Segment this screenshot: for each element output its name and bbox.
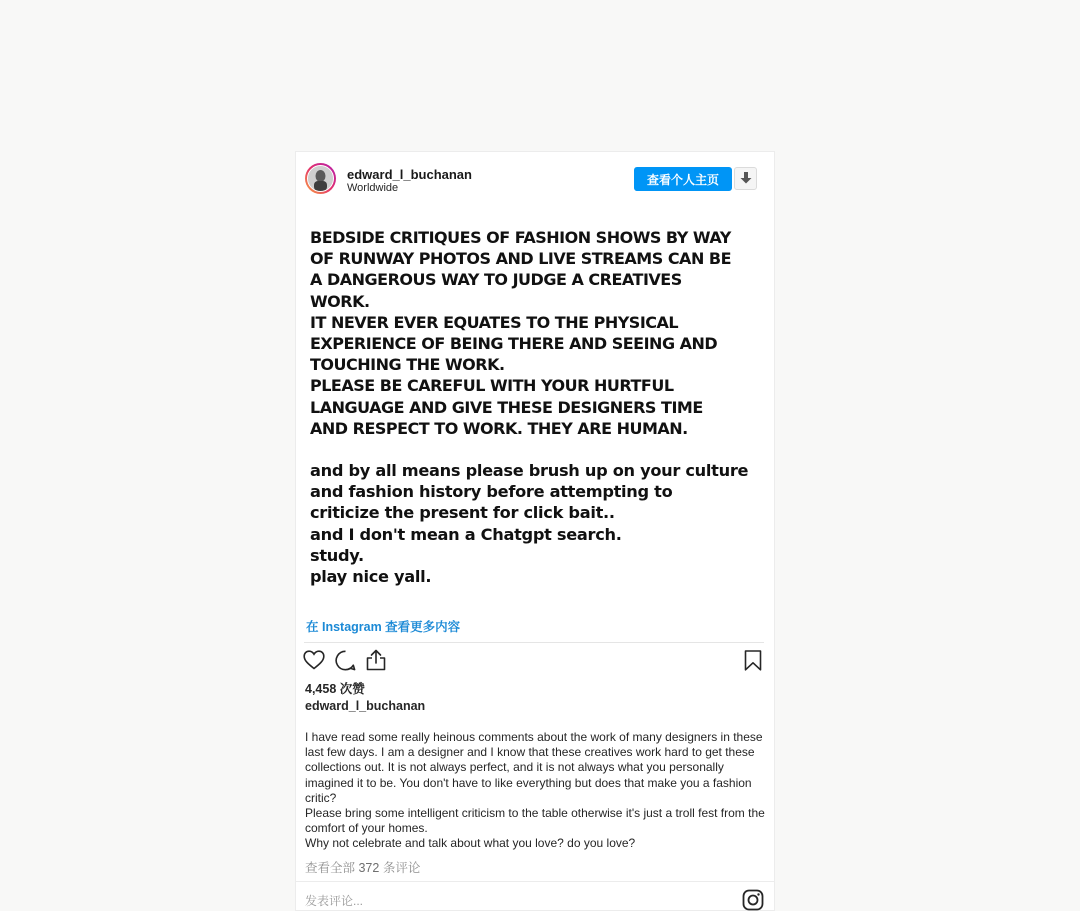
caption-username[interactable]: edward_l_buchanan (305, 699, 426, 713)
image-text-line: and I don't mean a Chatgpt search. (310, 524, 622, 544)
share-icon[interactable] (366, 649, 386, 671)
divider (304, 642, 764, 643)
divider (296, 881, 774, 882)
post-actions (296, 648, 774, 676)
image-text-line: EXPERIENCE OF BEING THERE AND SEEING AND (310, 334, 718, 354)
image-text-line: LANGUAGE AND GIVE THESE DESIGNERS TIME (310, 397, 703, 417)
instagram-icon[interactable] (742, 889, 764, 911)
download-icon (740, 172, 752, 185)
bookmark-icon[interactable] (744, 650, 762, 671)
comment-count: 372 (358, 861, 380, 875)
image-text-line: IT NEVER EVER EQUATES TO THE PHYSICAL (310, 312, 679, 332)
image-text-line: and fashion history before attempting to (310, 482, 673, 502)
post-image-text (310, 227, 770, 587)
image-text-line: A DANGEROUS WAY TO JUDGE A CREATIVES (310, 270, 682, 290)
caption-paragraph: Please bring some intelligent criticism to the table otherwise it's just a troll fest from the comfort of your homes. (305, 806, 765, 836)
image-text-line: study. (310, 545, 364, 565)
post-location[interactable]: Worldwide (347, 182, 399, 194)
download-button[interactable] (734, 167, 757, 190)
caption-paragraph: Why not celebrate and talk about what you love? do you love? (305, 836, 636, 851)
caption-paragraph: I have read some really heinous comments about the work of many designers in these last few days. I am a designer and I know that these creatives work hard to get these collections out. It is not always perfect, and it is not always what you personally imagined it to be. You don't have to like everything but does that make you a fashion critic? (305, 730, 763, 805)
image-text-line: AND RESPECT TO WORK. THEY ARE HUMAN. (310, 418, 688, 438)
view-more-on-instagram-link[interactable]: 在 Instagram 查看更多内容 (306, 620, 461, 634)
post-username[interactable]: edward_l_buchanan (347, 167, 472, 182)
post-card (295, 151, 775, 911)
add-comment-input[interactable]: 发表评论... (305, 894, 364, 908)
post-image[interactable] (296, 208, 774, 608)
avatar[interactable] (305, 163, 336, 194)
image-text-caps (310, 227, 770, 439)
image-text-lower (310, 460, 770, 587)
image-text-line: PLEASE BE CAREFUL WITH YOUR HURTFUL (310, 376, 674, 396)
image-text-line: OF RUNWAY PHOTOS AND LIVE STREAMS CAN BE (310, 249, 732, 269)
image-text-line: and by all means please brush up on your culture (310, 461, 749, 481)
image-text-line: BEDSIDE CRITIQUES OF FASHION SHOWS BY WAY (310, 228, 731, 247)
image-text-line: criticize the present for click bait.. (310, 503, 615, 523)
comment-icon[interactable] (335, 650, 356, 671)
view-all-prefix: 查看全部 (305, 861, 359, 875)
post-header (296, 152, 774, 208)
view-all-suffix: 条评论 (379, 861, 421, 875)
image-text-line: play nice yall. (310, 567, 432, 587)
image-text-line: WORK. (310, 291, 370, 311)
post-caption (305, 730, 767, 852)
view-all-comments-link[interactable] (305, 858, 420, 876)
like-count[interactable]: 4,458 次赞 (305, 682, 365, 696)
avatar-image (307, 165, 334, 192)
view-profile-button[interactable]: 查看个人主页 (634, 167, 732, 191)
image-text-line: TOUCHING THE WORK. (310, 355, 505, 375)
heart-icon[interactable] (303, 650, 325, 670)
